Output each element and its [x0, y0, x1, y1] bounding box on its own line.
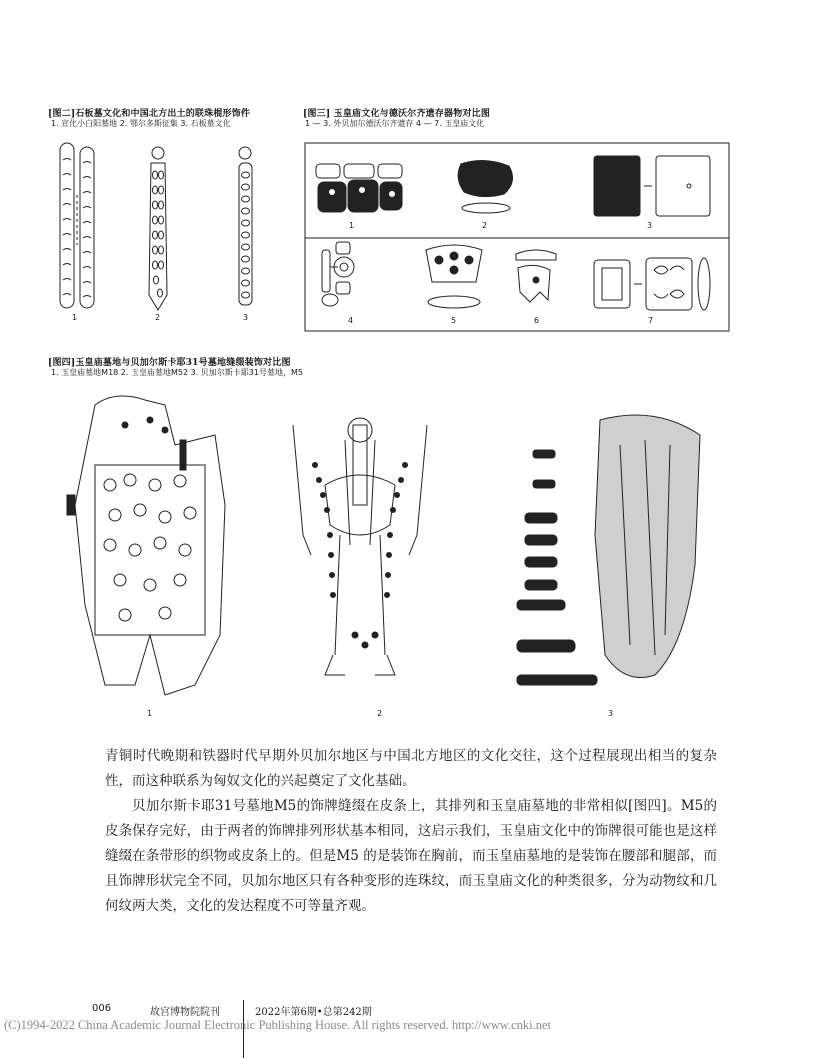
fig3-item-7 — [594, 258, 710, 310]
paragraph-2: 贝加尔斯卡耶31号墓地M5的饰牌缝缀在皮条上，其排列和玉皇庙墓地的非常相似[图四]。M5的皮条保存完好，由于两者的饰牌排列形状基本相同，这启示我们，玉皇庙文化中的饰牌很可能也是这样缝缀在条带形的织物或皮条上的。但是M5 的是装饰在胸前，而玉皇庙墓地的是装饰在腰部和腿部，而且饰牌形状完全不同，贝加尔地区只有各种变形的连珠纹，而玉皇庙文化的种类很多，分为动物纹和几何纹两大类，文化的发达程度不可等量齐观。 — [105, 798, 717, 914]
figure2-label-2: 2 — [155, 313, 161, 322]
fig4-panel-1 — [67, 396, 225, 695]
fig2-object-3 — [239, 147, 252, 305]
figure3-title: [图三] 玉皇庙文化与德沃尔齐遗存器物对比图 — [303, 109, 491, 119]
figure3-label-4: 4 — [348, 316, 354, 325]
fig3-item-5 — [426, 245, 482, 308]
copyright-watermark: (C)1994-2022 China Academic Journal Electronic Publishing House. All rights reserved. http://www.cnki.net — [4, 1018, 552, 1032]
figure4-label-2: 2 — [377, 709, 383, 718]
fig3-item-2 — [458, 160, 512, 213]
fig3-item-4 — [322, 242, 354, 306]
figure4-label-3: 3 — [608, 709, 614, 718]
figure2-label-3: 3 — [243, 313, 249, 322]
body-text — [105, 744, 717, 919]
journal-name: 故宫博物院院刊 — [150, 1007, 220, 1018]
figure3-label-3: 3 — [647, 221, 653, 230]
paragraph-1: 青铜时代晚期和铁器时代早期外贝加尔地区与中国北方地区的文化交往，这个过程展现出相当的复杂性，而这种联系为匈奴文化的兴起奠定了文化基础。 — [105, 748, 717, 789]
issue-info: 2022年第6期•总第242期 — [255, 1007, 372, 1018]
figure4-caption: 1. 玉皇庙墓地M18 2. 玉皇庙墓地M52 3. 贝加尔斯卡耶31号墓地，M5 — [51, 368, 303, 377]
fig3-item-1 — [316, 164, 402, 212]
fig2-object-2 — [149, 147, 167, 310]
figure2-label-1: 1 — [72, 313, 78, 322]
fig2-object-1 — [60, 143, 94, 308]
fig4-panel-2 — [293, 418, 427, 675]
figure4-label-1: 1 — [147, 709, 153, 718]
fig3-item-6 — [516, 250, 556, 302]
figure3-drawing — [304, 142, 731, 332]
figure2-drawing — [48, 135, 288, 330]
figure4-title: [图四]玉皇庙墓地与贝加尔斯卡耶31号墓地缝缀装饰对比图 — [48, 358, 291, 368]
fig3-item-3 — [594, 156, 710, 216]
figure3-label-1: 1 — [349, 221, 355, 230]
figure2-caption: 1. 宣化小白阳墓地 2. 鄂尔多斯征集 3. 石板墓文化 — [51, 119, 231, 128]
figure3-caption: 1 — 3. 外贝加尔德沃尔齐遗存 4 — 7. 玉皇庙文化 — [305, 119, 485, 128]
page-number: 006 — [92, 1003, 112, 1014]
figure2-title: [图二]石板墓文化和中国北方出土的联珠棍形饰件 — [48, 109, 251, 119]
figure3-label-5: 5 — [451, 316, 457, 325]
figure3-label-2: 2 — [482, 221, 488, 230]
figure3-label-6: 6 — [534, 316, 540, 325]
figure3-label-7: 7 — [648, 316, 654, 325]
fig4-panel-3 — [517, 415, 700, 685]
figure4-drawing — [55, 385, 727, 705]
